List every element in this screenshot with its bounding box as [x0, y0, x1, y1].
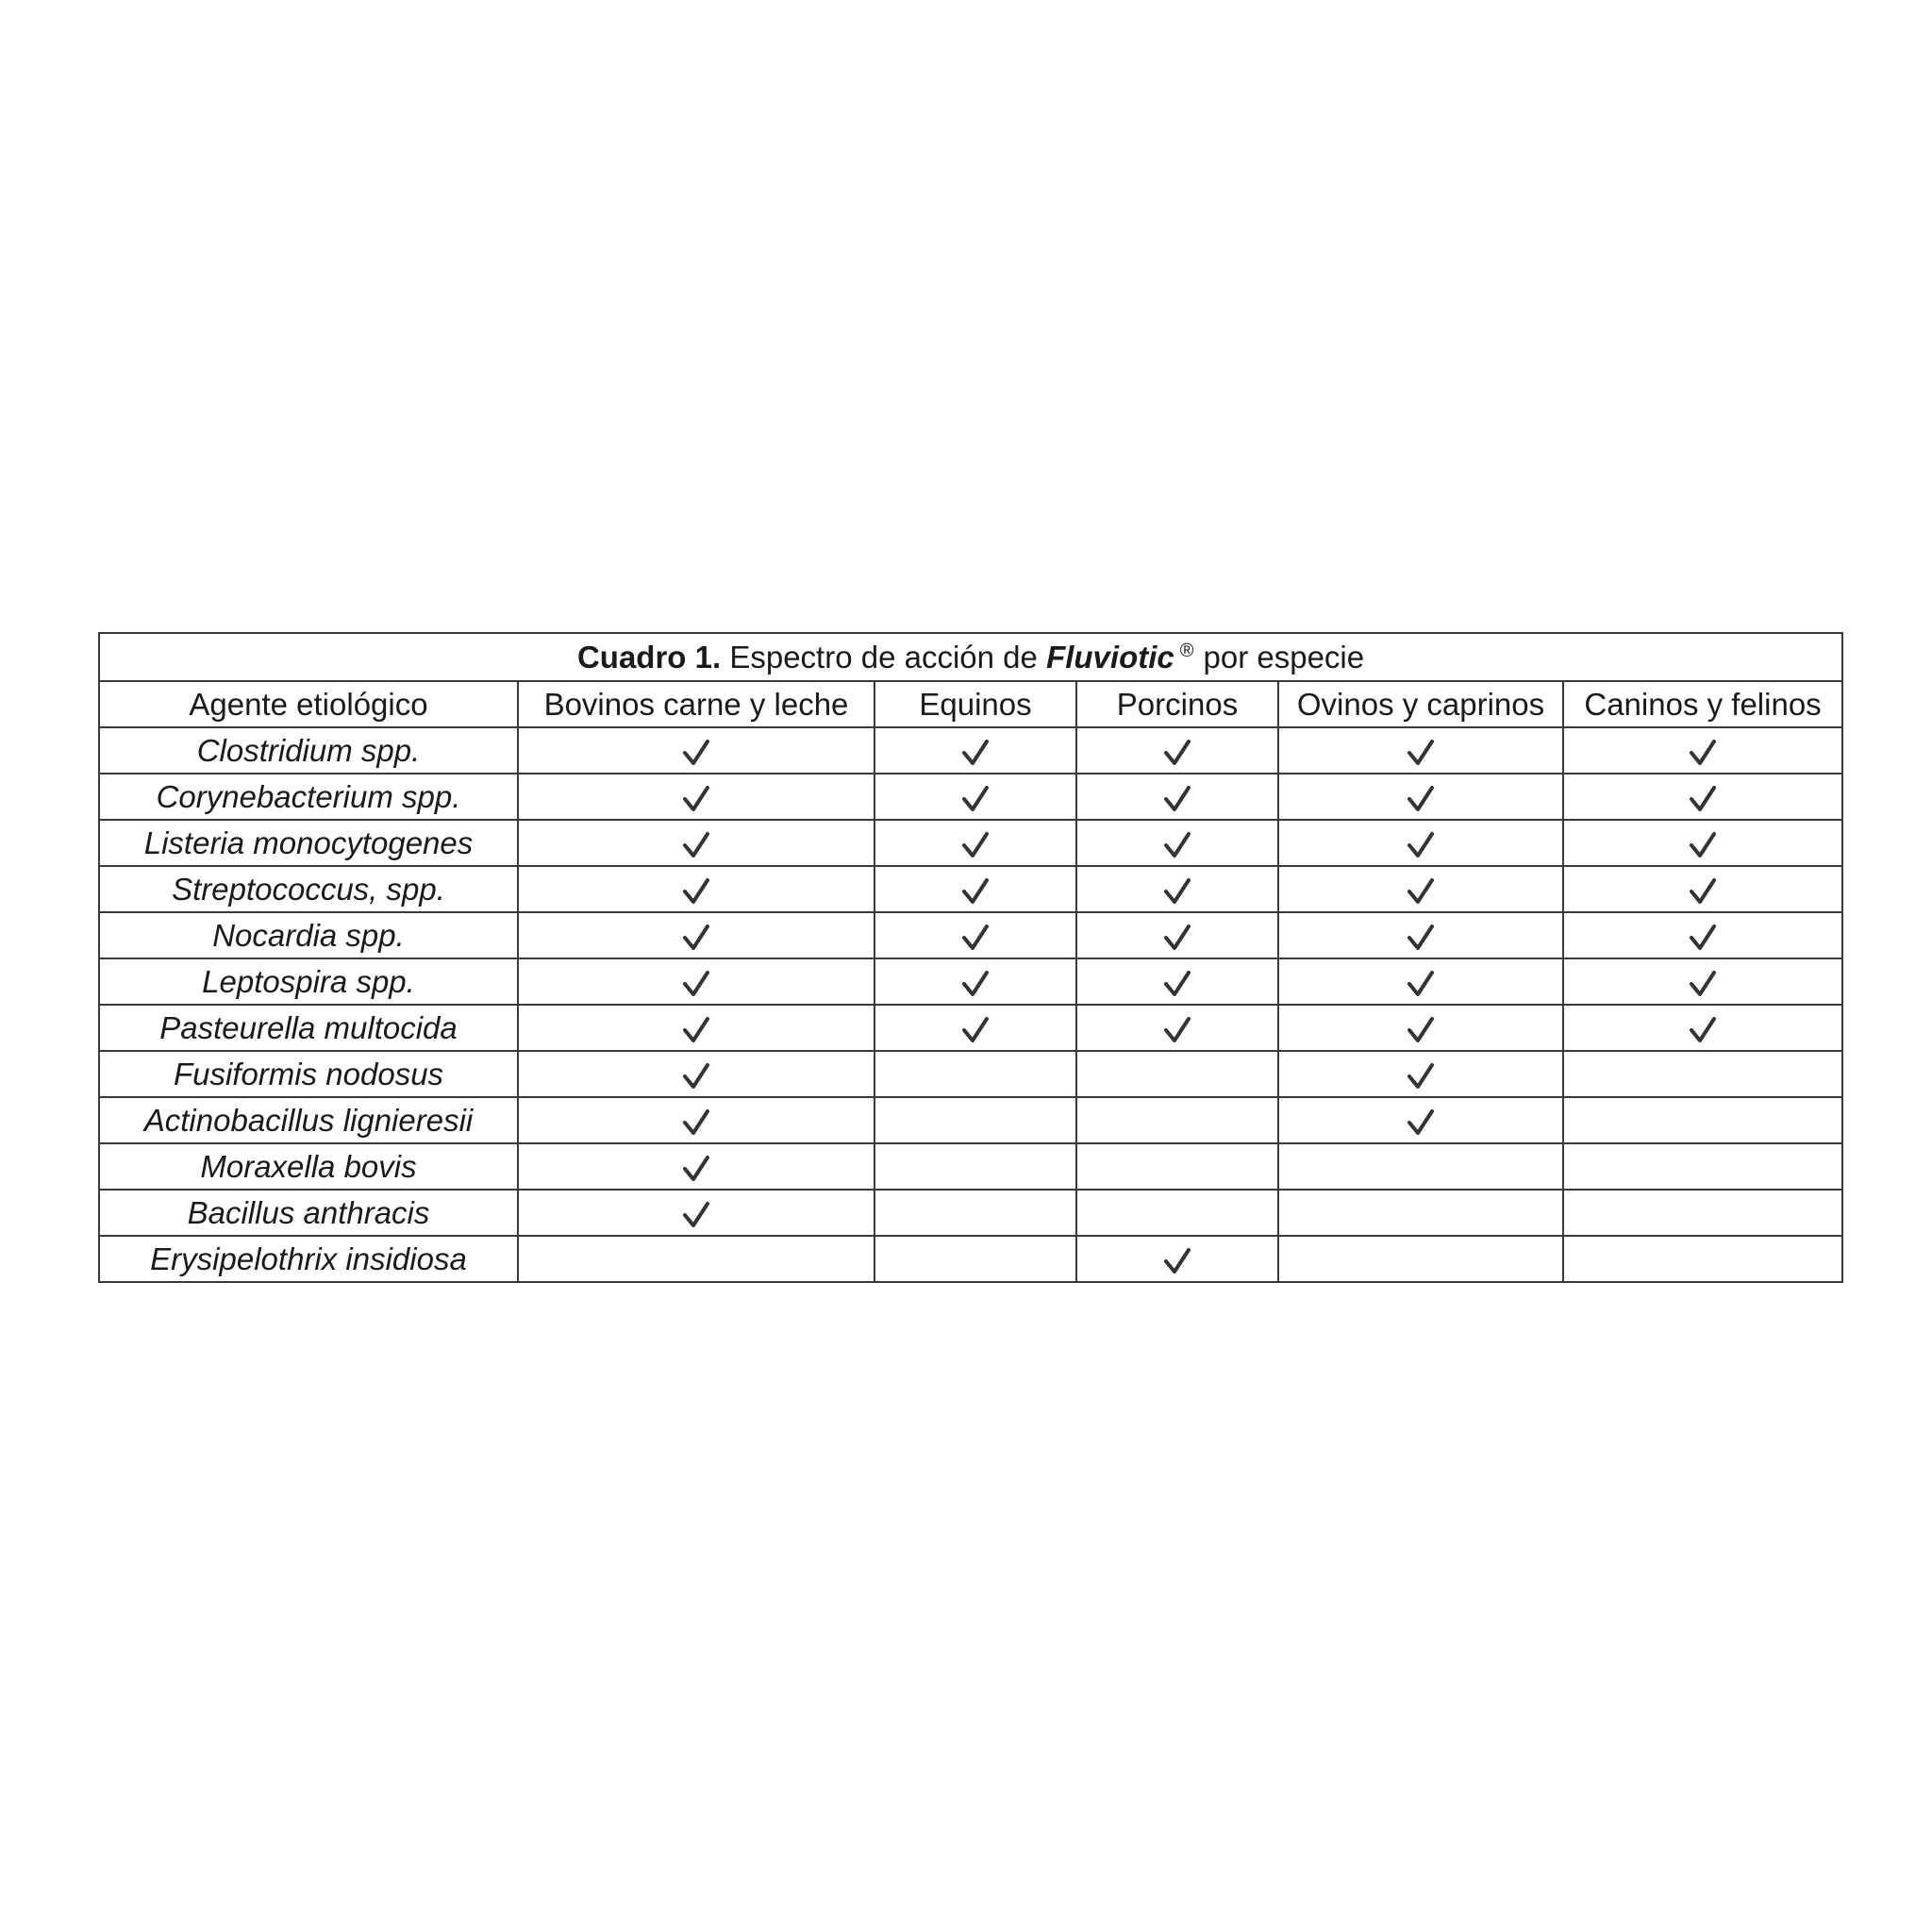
species-cell: [1278, 1097, 1563, 1143]
checkmark-icon: [1689, 1016, 1717, 1044]
checkmark-icon: [961, 877, 990, 906]
species-cell: [1563, 912, 1842, 958]
column-header: Agente etiológico: [99, 681, 518, 727]
species-cell: [1563, 727, 1842, 774]
species-cell: [1278, 958, 1563, 1005]
species-cell: [1563, 958, 1842, 1005]
checkmark-icon: [682, 739, 710, 767]
checkmark-icon: [682, 924, 710, 952]
checkmark-icon: [1407, 1108, 1435, 1137]
species-cell: [1563, 1005, 1842, 1051]
species-cell: [1278, 866, 1563, 912]
table-row: [99, 1143, 1842, 1190]
agent-name: Listeria monocytogenes: [99, 820, 518, 866]
table-row: [99, 1051, 1842, 1097]
species-cell: [518, 958, 874, 1005]
species-cell: [518, 820, 874, 866]
table-row: [99, 820, 1842, 866]
table-caption: [99, 633, 1842, 681]
checkmark-icon: [1407, 924, 1435, 952]
species-cell: [518, 1236, 874, 1282]
agent-name: Pasteurella multocida: [99, 1005, 518, 1051]
caption-product: Fluviotic: [1046, 639, 1174, 675]
table-row: [99, 1097, 1842, 1143]
checkmark-icon: [961, 924, 990, 952]
caption-row: [99, 633, 1842, 681]
agent-name: Leptospira spp.: [99, 958, 518, 1005]
species-cell: [518, 866, 874, 912]
species-cell: [1076, 1143, 1278, 1190]
caption-text-after: por especie: [1203, 639, 1365, 675]
table-row: [99, 912, 1842, 958]
checkmark-icon: [1163, 970, 1191, 998]
species-cell: [874, 1143, 1076, 1190]
checkmark-icon: [1689, 970, 1717, 998]
caption-registered-mark: ®: [1179, 640, 1194, 661]
table-row: [99, 774, 1842, 820]
checkmark-icon: [1163, 924, 1191, 952]
species-cell: [1563, 1097, 1842, 1143]
caption-text-before: Espectro de acción de: [729, 639, 1038, 675]
checkmark-icon: [682, 1016, 710, 1044]
species-cell: [874, 1097, 1076, 1143]
species-cell: [874, 958, 1076, 1005]
table-row: [99, 1190, 1842, 1236]
checkmark-icon: [1407, 1016, 1435, 1044]
species-cell: [874, 1190, 1076, 1236]
checkmark-icon: [961, 970, 990, 998]
table-row: [99, 958, 1842, 1005]
species-cell: [1076, 866, 1278, 912]
checkmark-icon: [1163, 1247, 1191, 1275]
checkmark-icon: [682, 1108, 710, 1137]
species-cell: [1076, 820, 1278, 866]
species-cell: [1278, 1190, 1563, 1236]
checkmark-icon: [961, 739, 990, 767]
species-cell: [874, 866, 1076, 912]
checkmark-icon: [961, 1016, 990, 1044]
species-cell: [1278, 912, 1563, 958]
species-cell: [1563, 866, 1842, 912]
species-cell: [1076, 774, 1278, 820]
checkmark-icon: [1407, 877, 1435, 906]
species-cell: [1563, 820, 1842, 866]
species-cell: [874, 727, 1076, 774]
species-cell: [518, 727, 874, 774]
checkmark-icon: [1689, 785, 1717, 813]
species-cell: [1278, 774, 1563, 820]
checkmark-icon: [1407, 739, 1435, 767]
agent-name: Bacillus anthracis: [99, 1190, 518, 1236]
species-cell: [874, 774, 1076, 820]
species-cell: [1076, 1097, 1278, 1143]
checkmark-icon: [1689, 739, 1717, 767]
species-cell: [1278, 727, 1563, 774]
checkmark-icon: [1689, 831, 1717, 859]
table-body: [99, 727, 1842, 1282]
checkmark-icon: [1407, 1062, 1435, 1091]
checkmark-icon: [1407, 970, 1435, 998]
species-cell: [1278, 1005, 1563, 1051]
species-cell: [874, 1005, 1076, 1051]
species-cell: [1563, 1051, 1842, 1097]
spectrum-table: [98, 632, 1843, 1283]
checkmark-icon: [961, 831, 990, 859]
species-cell: [1076, 958, 1278, 1005]
species-cell: [1076, 727, 1278, 774]
checkmark-icon: [682, 1201, 710, 1229]
table-row: [99, 727, 1842, 774]
header-row: [99, 681, 1842, 727]
agent-name: Corynebacterium spp.: [99, 774, 518, 820]
species-cell: [874, 820, 1076, 866]
species-cell: [874, 1236, 1076, 1282]
table-row: [99, 1005, 1842, 1051]
checkmark-icon: [1163, 831, 1191, 859]
species-cell: [1076, 1236, 1278, 1282]
agent-name: Moraxella bovis: [99, 1143, 518, 1190]
species-cell: [1563, 1143, 1842, 1190]
checkmark-icon: [682, 877, 710, 906]
checkmark-icon: [1163, 785, 1191, 813]
agent-name: Clostridium spp.: [99, 727, 518, 774]
checkmark-icon: [1163, 877, 1191, 906]
table-row: [99, 1236, 1842, 1282]
agent-name: Actinobacillus lignieresii: [99, 1097, 518, 1143]
checkmark-icon: [682, 1062, 710, 1091]
species-cell: [1076, 1051, 1278, 1097]
caption-label: Cuadro 1.: [576, 639, 722, 675]
checkmark-icon: [682, 970, 710, 998]
species-cell: [1563, 1236, 1842, 1282]
species-cell: [1278, 820, 1563, 866]
checkmark-icon: [1407, 831, 1435, 859]
species-cell: [874, 1051, 1076, 1097]
species-cell: [518, 912, 874, 958]
column-header: Equinos: [874, 681, 1076, 727]
checkmark-icon: [1163, 739, 1191, 767]
agent-name: Nocardia spp.: [99, 912, 518, 958]
checkmark-icon: [1163, 1016, 1191, 1044]
agent-name: Erysipelothrix insidiosa: [99, 1236, 518, 1282]
species-cell: [1278, 1051, 1563, 1097]
species-cell: [1076, 1190, 1278, 1236]
column-header: Caninos y felinos: [1563, 681, 1842, 727]
agent-name: Streptococcus, spp.: [99, 866, 518, 912]
species-cell: [518, 1005, 874, 1051]
checkmark-icon: [1689, 877, 1717, 906]
species-cell: [1076, 1005, 1278, 1051]
checkmark-icon: [682, 785, 710, 813]
species-cell: [1278, 1143, 1563, 1190]
species-cell: [1278, 1236, 1563, 1282]
species-cell: [518, 1143, 874, 1190]
checkmark-icon: [1407, 785, 1435, 813]
species-cell: [518, 774, 874, 820]
species-cell: [874, 912, 1076, 958]
species-cell: [518, 1097, 874, 1143]
checkmark-icon: [1689, 924, 1717, 952]
table-row: [99, 866, 1842, 912]
checkmark-icon: [682, 831, 710, 859]
checkmark-icon: [961, 785, 990, 813]
column-header: Porcinos: [1076, 681, 1278, 727]
species-cell: [518, 1051, 874, 1097]
species-cell: [1076, 912, 1278, 958]
agent-name: Fusiformis nodosus: [99, 1051, 518, 1097]
species-cell: [1563, 774, 1842, 820]
species-cell: [518, 1190, 874, 1236]
spectrum-table-container: [98, 632, 1841, 1283]
column-header: Bovinos carne y leche: [518, 681, 874, 727]
column-header: Ovinos y caprinos: [1278, 681, 1563, 727]
species-cell: [1563, 1190, 1842, 1236]
checkmark-icon: [682, 1155, 710, 1183]
